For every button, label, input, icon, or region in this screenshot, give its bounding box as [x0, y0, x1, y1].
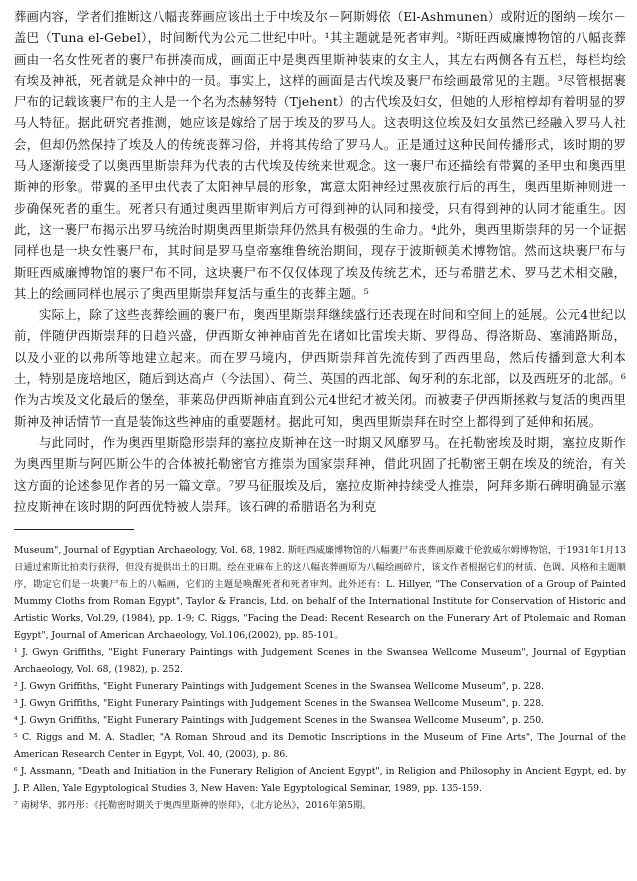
footnote-1: ¹ J. Gwyn Griffiths, "Eight Funerary Paintings with Judgement Scenes in the Swansea Wellcome Museum", Journal of Egyptian Archaeology, Vol. 68, (1982), p. 252. [14, 647, 626, 676]
footnote-2: ² J. Gwyn Griffiths, "Eight Funerary Paintings with Judgement Scenes in the Swansea Wellcome Museum", p. 228. [14, 681, 545, 693]
footnote-4: ⁴ J. Gwyn Griffiths, "Eight Funerary Paintings with Judgement Scenes in the Swansea Wellcome Museum", p. 250. [14, 715, 545, 727]
body-paragraph-2: 实际上，除了这些丧葬绘画的裹尸布，奥西里斯崇拜继续盛行还表现在时间和空间上的延展。公元4世纪以前，伴随伊西斯崇拜的日趋兴盛，伊西斯女神神庙首先在诸如比雷埃夫斯、罗得岛、得洛斯岛、塞浦路斯岛，以及小亚的以弗所等地建立起来。而在罗马境内，伊西斯崇拜首先流传到了西西里岛，然后传播到意大利本土，特别是庞培地区，随后到达高卢（今法国）、荷兰、英国的西北部、匈牙利的东北部，以及西班牙的北部。⁶作为古埃及文化最后的堡垒，菲莱岛伊西斯神庙直到公元4世纪才被关闭。而被妻子伊西斯拯救与复活的奥西里斯神及神话情节一直是装饰这些神庙的重要题材。据此可知，奥西里斯崇拜在时空上都得到了延伸和拓展。 [14, 307, 626, 429]
footnote-5: ⁵ C. Riggs and M. A. Stadler, "A Roman Shroud and its Demotic Inscriptions in the Museum of Fine Arts", The Journal of the American Research Center in Egypt, Vol. 40, (2003), p. 86. [14, 732, 626, 761]
footnote-6: ⁶ J. Assmann, "Death and Initiation in the Funerary Religion of Ancient Egypt", in Religion and Philosophy in Ancient Egypt, ed. by J. P. Allen, Yale Egyptological Studies 3, New Haven: Yale Egyptological Seminar, 1989, pp. 135-159. [14, 766, 626, 795]
document-page [14, 6, 626, 814]
footnotes [14, 542, 626, 814]
footnote-3: ³ J. Gwyn Griffiths, "Eight Funerary Paintings with Judgement Scenes in the Swansea Wellcome Museum", p. 228. [14, 698, 545, 710]
footnote-continuation: Museum", Journal of Egyptian Archaeology, Vol. 68, 1982. 斯旺西威廉博物馆的八幅裹尸布丧葬画原藏于伦敦威尔姆博物馆，于1931年1月13日通过索斯比拍卖行获得，但没有提供出土的日期。绘在亚麻布上的这八幅丧葬画原为八幅绘画碎片，该文作者根据它们的材质、色调、风格和主题顺序，勘定它们是一块裹尸布上的八幅画，它们的主题是唤醒死者和死者审判。此外还有：L. Hillyer, "The Conservation of a Group of Painted Mummy Cloths from Roman Egypt", Taylor & Francis, Ltd. on behalf of the International Institute for Conservation of Historic and Artistic Works, Vol.29, (1984), pp. 1-9; C. Riggs, "Facing the Dead: Recent Research on the Funerary Art of Ptolemaic and Roman Egypt", Journal of American Archaeology, Vol.106,(2002), pp. 85-101。 [14, 545, 626, 642]
footnote-divider [14, 529, 134, 530]
footnote-7: ⁷ 南树华、郭丹彤：《托勒密时期关于奥西里斯神的崇拜》，《北方论丛》，2016年第5期。 [14, 800, 372, 812]
body-paragraph-3: 与此同时，作为奥西里斯隐形崇拜的塞拉皮斯神在这一时期又风靡罗马。在托勒密埃及时期，塞拉皮斯作为奥西里斯与阿匹斯公牛的合体被托勒密官方推崇为国家崇拜神，借此巩固了托勒密王朝在埃及的统治，有关这方面的论述参见作者的另一篇文章。⁷罗马征服埃及后，塞拉皮斯神持续受人推崇，阿拜多斯石碑明确显示塞拉皮斯神在该时期的阿西优特被人崇拜。该石碑的希腊语名为利克 [14, 434, 626, 514]
body-paragraph-1: 葬画内容，学者们推断这八幅丧葬画应该出土于中埃及尔－阿斯姆依（El-Ashmunen）或附近的图纳－埃尔－盖巴（Tuna el-Gebel），时间断代为公元二世纪中叶。¹其主题就是死者审判。²斯旺西威廉博物馆的八幅丧葬画由一名女性死者的裹尸布拼凑而成，画面正中是奥西里斯神装束的女主人，其左右两侧各有五栏，每栏均绘有埃及神祇，死者就是众神中的一员。事实上，这样的画面是古代埃及裹尸布绘画最常见的主题。³尽管根据裹尸布的记载该裹尸布的主人是一个名为杰赫努特（Tjehent）的古代埃及妇女，但她的人形棺椁却有着明显的罗马人特征。据此研究者推测，她应该是嫁给了居于埃及的罗马人。这表明这位埃及妇女虽然已经融入罗马人社会，但却仍然保持了埃及人的传统丧葬习俗，并将其传给了罗马人。正是通过这种民间传播形式，该时期的罗马人逐渐接受了以奥西里斯崇拜为代表的古代埃及传统来世观念。这一裹尸布还描绘有带翼的圣甲虫和奥西里斯神的形象。带翼的圣甲虫代表了太阳神早晨的形象，寓意太阳神经过黑夜旅行后的再生，奥西里斯神则进一步确保死者的重生。死者只有通过奥西里斯审判后方可得到神的认同和接受，只有得到神的认同才能重生。因此，这一裹尸布揭示出罗马统治时期奥西里斯崇拜仍然具有极强的生命力。⁴此外，奥西里斯崇拜的另一个证据同样也是一块女性裹尸布，其时间是罗马皇帝塞维鲁统治期间，现存于波斯顿美术博物馆。然而这块裹尸布与斯旺西威廉博物馆的裹尸布不同，这块裹尸布不仅仅体现了埃及传统艺术，还与希腊艺术、罗马艺术相交融，其上的绘画同样也展示了奥西里斯崇拜复活与重生的丧葬主题。⁵ [14, 9, 626, 301]
